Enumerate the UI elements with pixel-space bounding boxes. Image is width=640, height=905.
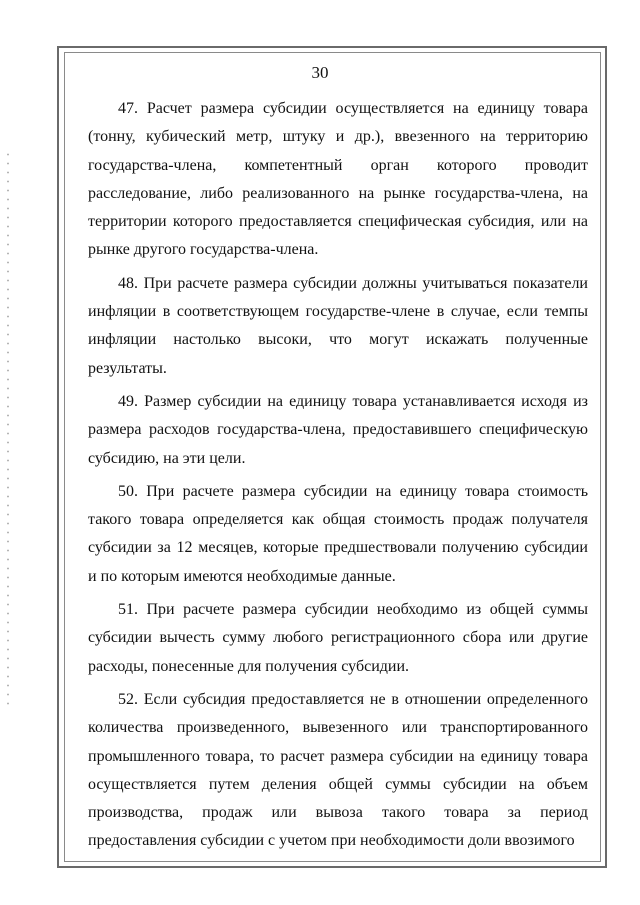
paragraph-48: 48. При расчете размера субсидии должны учитываться показатели инфляции в соответствующем государстве-члене в случае, если темпы инфляции настолько высоки, что могут искажать полученные результаты. xyxy=(88,274,588,377)
scan-margin-dots xyxy=(7,150,9,710)
paragraph-47: 47. Расчет размера субсидии осуществляется на единицу товара (тонну, кубический метр, штуку и др.), ввезенного на территорию государства-члена, компетентный орган которого проводит расследование, либо реализованного на рынке государства-члена, на территории которого предоставляется специфическая субсидия, или на рынке другого государства-члена. xyxy=(88,100,588,259)
document-body xyxy=(88,95,588,861)
paragraph-49: 49. Размер субсидии на единицу товара устанавливается исходя из размера расходов государства-члена, предоставившего специфическую субсидию, на эти цели. xyxy=(88,392,588,467)
paragraph-52: 52. Если субсидия предоставляется не в отношении определенного количества произведенного, вывезенного или транспортированного промышленного товара, то расчет размера субсидии на единицу товара осуществляется путем деления общей суммы субсидии на объем производства, продаж или вывоза такого товара за период предоставления субсидии с учетом при необходимости доли ввозимого xyxy=(88,690,588,850)
paragraph-50: 50. При расчете размера субсидии на единицу товара стоимость такого товара определяется как общая стоимость продаж получателя субсидии за 12 месяцев, которые предшествовали получению субсидии и по которым имеются необходимые данные. xyxy=(88,482,588,585)
page-number: 30 xyxy=(311,63,329,82)
paragraph-51: 51. При расчете размера субсидии необходимо из общей суммы субсидии вычесть сумму любого регистрационного сбора или другие расходы, понесенные для получения субсидии. xyxy=(88,601,588,675)
